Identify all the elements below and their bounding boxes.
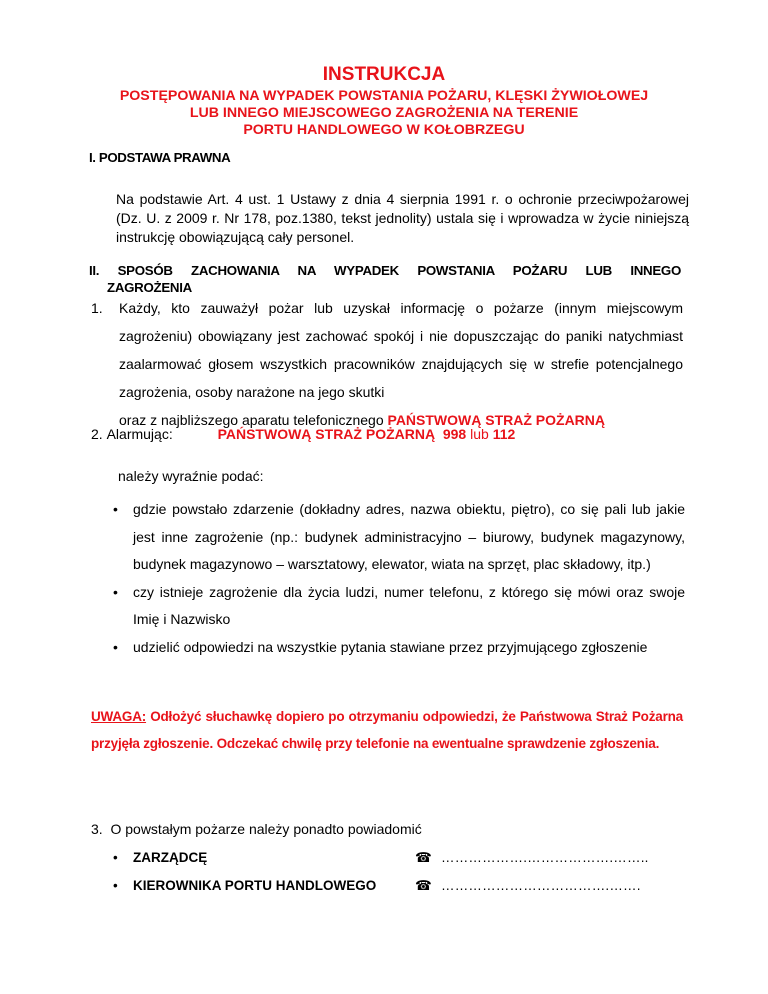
- fire-brigade-highlight: PAŃSTWOWĄ STRAŻ POŻARNĄ: [387, 412, 606, 428]
- emergency-number-998: 998: [442, 426, 467, 442]
- subtitle-line: PORTU HANDLOWEGO W KOŁOBRZEGU: [243, 122, 525, 138]
- list-item-text: gdzie powstało zdarzenie (dokładny adres, nazwa obiektu, piętro), co się pali lub jakie jest inne zagrożenie (np.: budynek administracyjno – biurowy, budynek magazynowy, budynek magazynowo – warsztatowy, elewator, wiata na sprzęt, plac składowy, itp.): [133, 501, 685, 572]
- bullet-dot-icon: •: [113, 850, 118, 865]
- list-item-text: czy istnieje zagrożenie dla życia ludzi, numer telefonu, z którego się mówi oraz swoje Imię i Nazwisko: [133, 583, 685, 627]
- item-2: [91, 426, 515, 442]
- list-item-text: udzielić odpowiedzi na wszystkie pytania stawiane przez przyjmującego zgłoszenie: [133, 638, 648, 655]
- bullet-dot-icon: •: [113, 501, 118, 517]
- list-item: [113, 634, 685, 662]
- or-text: lub: [470, 426, 489, 442]
- document-subtitle: [60, 88, 708, 139]
- bullet-dot-icon: •: [113, 878, 118, 893]
- item-number: 1.: [91, 300, 103, 316]
- bullet-dot-icon: •: [113, 583, 118, 600]
- notify-row-manager: [113, 844, 685, 872]
- warning-text: Odłożyć słuchawkę dopiero po otrzymaniu odpowiedzi, że Państwowa Straż Pożarna przyjęła zgłoszenie. Odczekać chwilę przy telefonie na ewentualne sprawdzenie zgłoszenia.: [91, 709, 683, 751]
- emergency-number-112: 112: [492, 426, 516, 442]
- item-1-body: Każdy, kto zauważył pożar lub uzyskał informację o pożarze (innym miejscowym zagrożeniu) obowiązany jest zachować spokój i nie dopuszczając do paniki natychmiast zaalarmować głosem wszystkich pracowników znajdujących się w strefie potencjalnego zagrożenia, osoby narażone na jego skutki: [119, 300, 683, 400]
- phone-icon: ☎: [415, 850, 432, 865]
- must-state-text: należy wyraźnie podać:: [118, 468, 264, 484]
- subtitle-line: LUB INNEGO MIEJSCOWEGO ZAGROŻENIA NA TERENIE: [189, 105, 579, 121]
- notify-list: [113, 844, 685, 900]
- section2-heading-line1: II. SPOSÓB ZACHOWANIA NA WYPADEK POWSTANIA POŻARU LUB INNEGO: [89, 263, 681, 278]
- document-title: INSTRUKCJA: [322, 64, 446, 85]
- item-1-last-line: oraz z najbliższego aparatu telefonicznego: [119, 412, 384, 428]
- list-item: [113, 579, 685, 634]
- warning-label: UWAGA:: [91, 709, 147, 724]
- section2-heading-line2: ZAGROŻENIA: [107, 280, 192, 295]
- alarm-label: Alarmując:: [106, 426, 173, 442]
- section1-heading: I. PODSTAWA PRAWNA: [89, 150, 231, 165]
- section1-paragraph: Na podstawie Art. 4 ust. 1 Ustawy z dnia 4 sierpnia 1991 r. o ochronie przeciwpożarowej (Dz. U. z 2009 r. Nr 178, poz.1380, tekst jednolity) ustala się i wprowadza w życie niniejszą instrukcję obowiązującą cały personel.: [116, 191, 689, 245]
- list-item: [113, 496, 685, 579]
- fire-brigade-name: PAŃSTWOWĄ STRAŻ POŻARNĄ: [217, 426, 436, 442]
- report-bullet-list: [113, 496, 685, 661]
- subtitle-line: POSTĘPOWANIA NA WYPADEK POWSTANIA POŻARU, KLĘSKI ŻYWIOŁOWEJ: [119, 88, 649, 104]
- contact-name: ZARZĄDCĘ: [133, 850, 208, 865]
- contact-name: KIEROWNIKA PORTU HANDLOWEGO: [133, 878, 377, 893]
- section2-heading: [89, 262, 681, 296]
- phone-number-blank: ……………………………….…….: [441, 878, 641, 893]
- phone-icon: ☎: [415, 878, 432, 893]
- phone-number-blank: ……………….……………….……..: [441, 850, 649, 865]
- item-1: [91, 294, 683, 434]
- item-3-text: O powstałym pożarze należy ponadto powiadomić: [110, 821, 422, 837]
- item-number: 2.: [91, 426, 103, 442]
- warning-note: [91, 704, 683, 757]
- bullet-dot-icon: •: [113, 638, 118, 655]
- notify-row-port-head: [113, 872, 685, 900]
- item-3: [91, 821, 422, 837]
- item-1-text: [119, 294, 683, 434]
- item-number: 3.: [91, 821, 103, 837]
